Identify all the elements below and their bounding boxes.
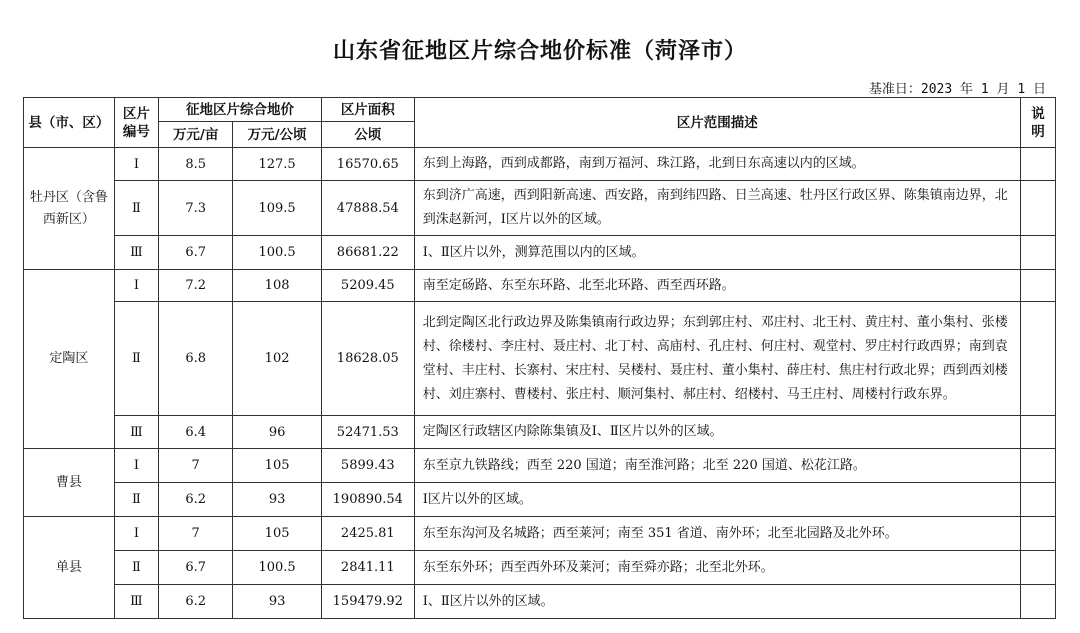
table-row — [24, 585, 1056, 619]
zone-no: Ⅱ — [114, 483, 158, 517]
area: 5209.45 — [321, 270, 414, 302]
price-ha: 109.5 — [233, 181, 322, 236]
price-mu: 7.3 — [159, 181, 233, 236]
table-row — [24, 483, 1056, 517]
header-price-ha: 万元/公顷 — [233, 122, 322, 148]
note-cell — [1020, 449, 1055, 483]
table-row — [24, 270, 1056, 302]
header-note-line2: 明 — [1031, 123, 1045, 140]
zone-desc: 北到定陶区北行政边界及陈集镇南行政边界；东到郭庄村、邓庄村、北王村、黄庄村、董小集村、张楼村、徐楼村、李庄村、聂庄村、北丁村、高庙村、孔庄村、何庄村、观堂村、罗庄村行政西界；南到袁堂村、丰庄村、长寨村、宋庄村、吴楼村、聂庄村、董小集村、薛庄村、焦庄村行政北界；西到西刘楼村、刘庄寨村、曹楼村、张庄村、顺河集村、郝庄村、绍楼村、马王庄村、周楼村行政东界。 — [414, 302, 1020, 416]
county-cell: 定陶区 — [24, 270, 115, 449]
note-cell — [1020, 551, 1055, 585]
area: 52471.53 — [321, 416, 414, 449]
price-ha: 108 — [233, 270, 322, 302]
zone-no: Ⅰ — [114, 517, 158, 551]
area: 86681.22 — [321, 236, 414, 270]
zone-desc: Ⅰ区片以外的区域。 — [414, 483, 1020, 517]
note-cell — [1020, 483, 1055, 517]
price-ha: 105 — [233, 517, 322, 551]
price-mu: 6.4 — [159, 416, 233, 449]
zone-no: Ⅲ — [114, 236, 158, 270]
price-ha: 127.5 — [233, 148, 322, 181]
note-cell — [1020, 416, 1055, 449]
note-cell — [1020, 148, 1055, 181]
table-row — [24, 551, 1056, 585]
zone-no: Ⅱ — [114, 302, 158, 416]
price-mu: 7 — [159, 449, 233, 483]
table-row — [24, 236, 1056, 270]
note-cell — [1020, 517, 1055, 551]
zone-no: Ⅰ — [114, 270, 158, 302]
header-desc: 区片范围描述 — [414, 98, 1020, 148]
table-row — [24, 148, 1056, 181]
price-mu: 6.7 — [159, 236, 233, 270]
zone-no: Ⅰ — [114, 449, 158, 483]
header-zone-no — [114, 98, 158, 148]
price-ha: 93 — [233, 483, 322, 517]
zone-desc: Ⅰ、Ⅱ区片以外，测算范围以内的区域。 — [414, 236, 1020, 270]
table-row — [24, 517, 1056, 551]
zone-no: Ⅲ — [114, 416, 158, 449]
table-row — [24, 416, 1056, 449]
header-county: 县（市、区） — [24, 98, 115, 148]
note-cell — [1020, 302, 1055, 416]
zone-no: Ⅱ — [114, 551, 158, 585]
price-ha: 100.5 — [233, 236, 322, 270]
base-date: 基准日：2023 年 1 月 1 日 — [868, 82, 1046, 97]
zone-desc: 东到济广高速，西到阳新高速、西安路，南到纬四路、日兰高速、牡丹区行政区界、陈集镇南边界，北到洙赵新河，Ⅰ区片以外的区域。 — [414, 181, 1020, 236]
zone-desc: 东至京九铁路线；西至 220 国道；南至淮河路；北至 220 国道、松花江路。 — [414, 449, 1020, 483]
price-mu: 7 — [159, 517, 233, 551]
price-mu: 8.5 — [159, 148, 233, 181]
price-ha: 105 — [233, 449, 322, 483]
price-ha: 93 — [233, 585, 322, 619]
note-cell — [1020, 236, 1055, 270]
table-row — [24, 302, 1056, 416]
zone-no: Ⅱ — [114, 181, 158, 236]
area: 18628.05 — [321, 302, 414, 416]
header-note-line1: 说 — [1031, 105, 1045, 122]
page-title: 山东省征地区片综合地价标准（菏泽市） — [332, 38, 747, 64]
zone-desc: 东到上海路，西到成都路，南到万福河、珠江路，北到日东高速以内的区域。 — [414, 148, 1020, 181]
price-mu: 6.8 — [159, 302, 233, 416]
zone-no: Ⅲ — [114, 585, 158, 619]
land-price-table — [23, 97, 1056, 619]
note-cell — [1020, 585, 1055, 619]
note-cell — [1020, 270, 1055, 302]
county-cell: 牡丹区（含鲁西新区） — [24, 148, 115, 270]
price-ha: 96 — [233, 416, 322, 449]
zone-desc: 南至定砀路、东至东环路、北至北环路、西至西环路。 — [414, 270, 1020, 302]
zone-no: Ⅰ — [114, 148, 158, 181]
header-note — [1020, 98, 1055, 148]
zone-desc: 东至东沟河及名城路；西至莱河；南至 351 省道、南外环；北至北园路及北外环。 — [414, 517, 1020, 551]
price-ha: 102 — [233, 302, 322, 416]
table-row — [24, 449, 1056, 483]
price-ha: 100.5 — [233, 551, 322, 585]
price-mu: 7.2 — [159, 270, 233, 302]
price-mu: 6.2 — [159, 585, 233, 619]
header-area-unit: 公顷 — [321, 122, 414, 148]
zone-desc: 东至东外环；西至西外环及莱河；南至舜亦路；北至北外环。 — [414, 551, 1020, 585]
area: 47888.54 — [321, 181, 414, 236]
price-mu: 6.2 — [159, 483, 233, 517]
header-zone-no-line2: 编号 — [122, 123, 150, 140]
zone-desc: Ⅰ、Ⅱ区片以外的区域。 — [414, 585, 1020, 619]
header-price-group: 征地区片综合地价 — [159, 98, 322, 122]
county-cell: 曹县 — [24, 449, 115, 517]
zone-desc: 定陶区行政辖区内除陈集镇及Ⅰ、Ⅱ区片以外的区域。 — [414, 416, 1020, 449]
area: 2425.81 — [321, 517, 414, 551]
county-cell: 单县 — [24, 517, 115, 619]
table-row — [24, 181, 1056, 236]
area: 16570.65 — [321, 148, 414, 181]
header-area: 区片面积 — [321, 98, 414, 122]
header-zone-no-line1: 区片 — [122, 105, 150, 122]
area: 5899.43 — [321, 449, 414, 483]
area: 159479.92 — [321, 585, 414, 619]
note-cell — [1020, 181, 1055, 236]
price-mu: 6.7 — [159, 551, 233, 585]
header-price-mu: 万元/亩 — [159, 122, 233, 148]
area: 190890.54 — [321, 483, 414, 517]
area: 2841.11 — [321, 551, 414, 585]
